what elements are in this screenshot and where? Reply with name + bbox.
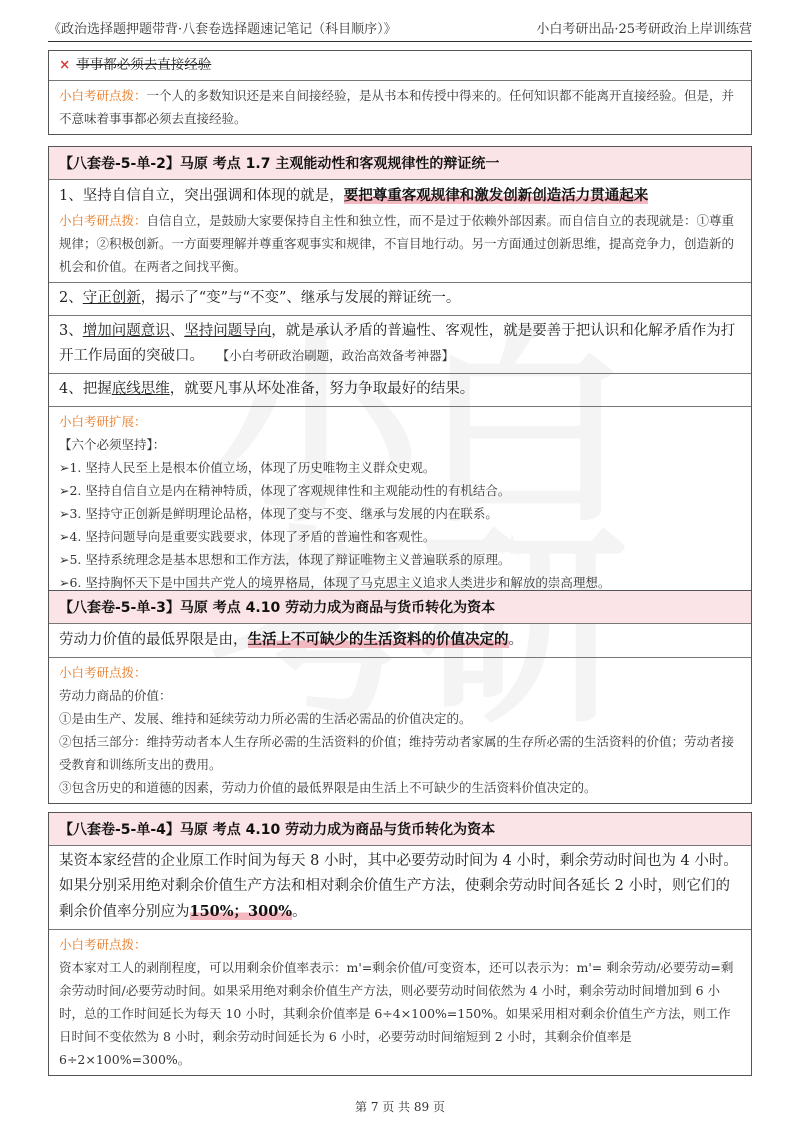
list-item: ①是由生产、发展、维持和延续劳动力所必需的生活必需品的价值决定的。 [59,711,472,726]
question-card-2 [48,146,752,599]
question-title: 【八套卷-5-单-3】马原 考点 4.10 劳动力成为商品与货币转化为资本 [49,591,751,624]
question-card-3 [48,590,752,804]
item-text: 3、 [59,323,83,339]
wrong-statement: 事事都必须去直接经验 [76,57,212,73]
underlined-term: 坚持问题导向 [184,323,272,339]
header-left-title: 《政治选择题押题带背·八套卷选择题速记笔记（科目顺序）》 [48,22,397,37]
underlined-term: 守正创新 [82,290,141,306]
item-text: 某资本家经营的企业原工作时间为每天 8 小时，其中必要劳动时间为 4 小时，剩余劳动时间也为 4 小时。如果分别采用绝对剩余价值生产方法和相对剩余价值生产方法，使剩余劳动时间各延长 2 小时，则它们的剩余价值率分别应为 [59,853,738,920]
question-card-4 [48,812,752,1076]
statement [49,624,751,658]
item-1-note [59,209,741,278]
item-text: 2、 [59,290,83,306]
extension-heading: 【六个必须坚持】： [59,437,166,452]
item-text: 4、把握 [59,381,112,397]
list-item: ➢3. 坚持守正创新是鲜明理论品格，体现了变与不变、继承与发展的内在联系。 [59,506,498,521]
highlight-answer: 生活上不可缺少的生活资料的价值决定的 [247,631,509,648]
item-text: 。 [292,904,307,920]
list-item: ②包括三部分：维持劳动者本人生存所必需的生活资料的价值；维持劳动者家属的生存所必需的生活资料的价值；劳动者接受教育和训练所支出的费用。 [59,734,735,772]
list-item: ➢4. 坚持问题导向是重要实践要求，体现了矛盾的普遍性和客观性。 [59,529,436,544]
item-3 [49,316,751,374]
promo-tag: 【小白考研政治刷题，政治高效备考神器】 [216,348,455,363]
item-text: ，就要凡事从坏处准备，努力争取最好的结果。 [169,381,475,397]
item-text: 劳动力价值的最低界限是由， [59,632,248,648]
note-text: 资本家对工人的剥削程度，可以用剩余价值率表示：m'=剩余价值/可变资本，还可以表示为：m'= 剩余劳动/必要劳动=剩余劳动时间/必要劳动时间。如果采用绝对剩余价值生产方法，则必要劳动时间依然为 4 小时，剩余劳动时间增加到 6 小时，总的工作时间延长为每天 10 小时，其剩余价值率是 6÷4×100%=150%。如果采用相对剩余价值生产方法，则工作日时间不变依然为 8 小时，剩余劳动时间延长为 6 小时，必要劳动时间缩短到 2 小时，其剩余价值率是 6÷2×100%=300%。 [59,960,734,1067]
highlight-answer: 要把尊重客观规律和激发创新创造活力贯通起来 [343,187,649,204]
highlight-answer: 150%；300% [189,903,293,920]
item-text: ，揭示了“变”与“不变”、继承与发展的辩证统一。 [140,290,461,306]
note-section [49,930,751,1075]
item-text: 。 [508,632,523,648]
cross-icon: × [59,57,71,73]
list-item: ➢2. 坚持自信自立是内在精神特质，体现了客观规律性和主观能动性的有机结合。 [59,483,511,498]
item-4 [49,374,751,407]
note-label: 小白考研点拨： [59,665,147,680]
page-header [48,14,752,42]
item-text: 1、坚持自信自立，突出强调和体现的就是， [59,188,344,204]
note-section [49,658,751,803]
page-number: 第 7 页 共 89 页 [355,1100,445,1114]
note-label: 小白考研点拨： [59,213,147,228]
note-label: 小白考研点拨： [59,88,147,103]
question-title: 【八套卷-5-单-4】马原 考点 4.10 劳动力成为商品与货币转化为资本 [49,813,751,846]
extension-section [49,407,751,598]
item-1 [49,180,751,283]
note-text: 一个人的多数知识还是来自间接经验，是从书本和传授中得来的。任何知识都不能离开直接经验。但是，并不意味着事事都必须去直接经验。 [59,88,735,126]
underlined-term: 增加问题意识 [82,323,170,339]
wrong-statement-row [49,51,751,81]
item-text: 、 [169,323,185,339]
top-note [49,81,751,134]
question-title: 【八套卷-5-单-2】马原 考点 1.7 主观能动性和客观规律性的辩证统一 [49,147,751,180]
extension-label: 小白考研扩展： [59,414,147,429]
note-heading: 劳动力商品的价值： [59,688,172,703]
list-item: ③包含历史的和道德的因素，劳动力价值的最低界限是由生活上不可缺少的生活资料价值决定的。 [59,780,597,795]
item-2 [49,283,751,316]
list-item: ➢6. 坚持胸怀天下是中国共产党人的境界格局，体现了马克思主义追求人类进步和解放的崇高理想。 [59,575,611,590]
header-right-brand: 小白考研出品·25考研政治上岸训练营 [536,22,752,37]
list-item: ➢1. 坚持人民至上是根本价值立场，体现了历史唯物主义群众史观。 [59,460,436,475]
continuation-box [48,50,752,135]
statement [49,846,751,930]
note-text: 自信自立，是鼓励大家要保持自主性和独立性，而不是过于依赖外部因素。而自信自立的表现就是：①尊重规律；②积极创新。一方面要理解并尊重客观事实和规律，不盲目地行动。另一方面通过创新思维，提高竞争力，创造新的机会和价值。在两者之间找平衡。 [59,213,735,274]
list-item: ➢5. 坚持系统理念是基本思想和工作方法，体现了辩证唯物主义普遍联系的原理。 [59,552,511,567]
note-label: 小白考研点拨： [59,937,147,952]
underlined-term: 底线思维 [111,381,170,397]
item-text: ，就是承认矛盾的普遍性、客观性，就是要善于把认识和化解矛盾作为打开工作局面的突破口。 [59,323,736,364]
